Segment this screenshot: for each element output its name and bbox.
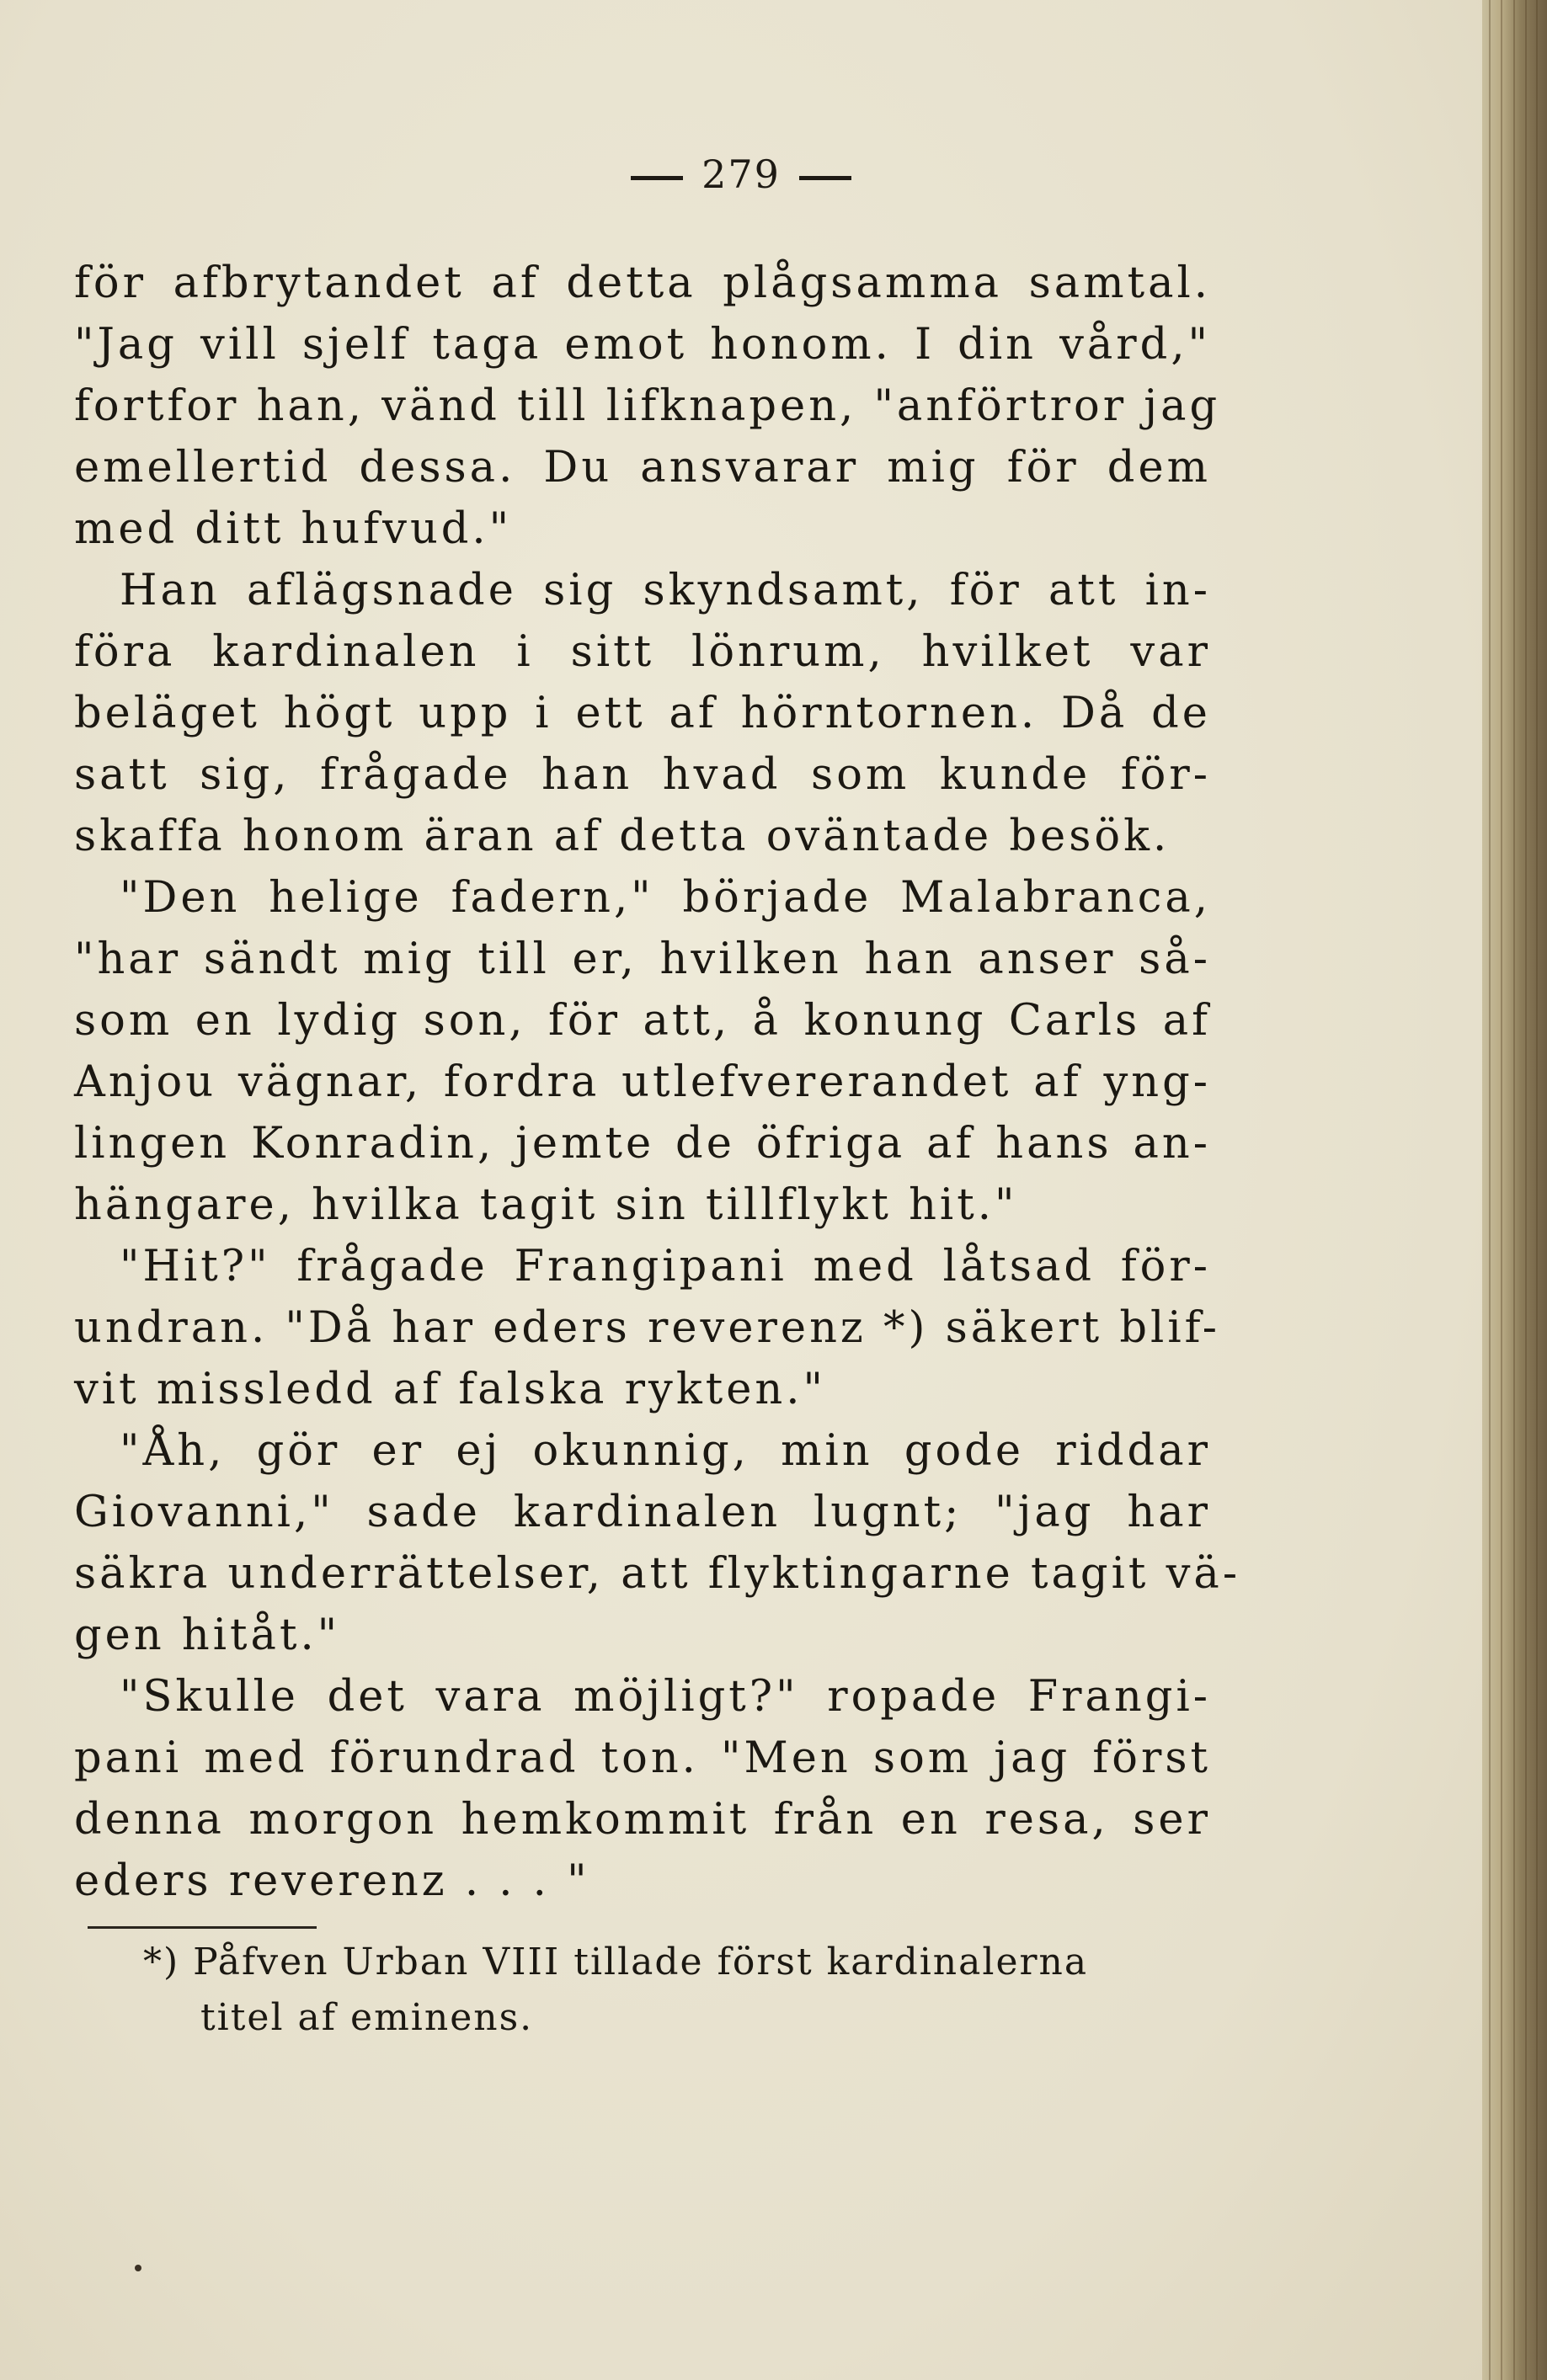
page-edge-line xyxy=(1489,0,1491,2380)
page-edge-line xyxy=(1525,0,1527,2380)
page-edge-line xyxy=(1536,0,1538,2380)
text-line: "Den helige fadern," började Malabranca, xyxy=(120,873,1211,923)
text-line: som en lydig son, för att, å konung Carls af xyxy=(74,996,1211,1046)
text-line: för afbrytandet af detta plågsamma samtal. xyxy=(74,258,1211,308)
text-line: vit missledd af falska rykten." xyxy=(74,1365,826,1414)
text-line: Giovanni," sade kardinalen lugnt; "jag har xyxy=(74,1488,1211,1537)
text-line: gen hitåt." xyxy=(74,1611,341,1660)
text-line: föra kardinalen i sitt lönrum, hvilket var xyxy=(74,627,1211,677)
text-line: beläget högt upp i ett af hörntornen. Då de xyxy=(74,689,1211,738)
text-line: denna morgon hemkommit från en resa, ser xyxy=(74,1795,1211,1845)
footnote xyxy=(143,1935,1204,2046)
page-number: 279 xyxy=(701,152,781,197)
text-line: fortfor han, vänd till lifknapen, "anförtror jag xyxy=(74,381,1221,431)
footnote-line: titel af eminens. xyxy=(200,1996,534,2039)
text-line: "Skulle det vara möjligt?" ropade Frangi- xyxy=(120,1672,1211,1722)
text-line: hängare, hvilka tagit sin tillflykt hit." xyxy=(74,1180,1018,1230)
text-line: eders reverenz . . . " xyxy=(74,1856,590,1906)
footnote-rule xyxy=(88,1926,317,1929)
page-edge-line xyxy=(1501,0,1502,2380)
text-line: Anjou vägnar, fordra utlefvererandet af yng- xyxy=(74,1057,1211,1107)
text-line: "har sändt mig till er, hvilken han anser så- xyxy=(74,934,1211,984)
text-line: "Åh, gör er ej okunnig, min gode riddar xyxy=(120,1426,1211,1476)
page-header xyxy=(0,152,1482,197)
text-line: skaffa honom äran af detta oväntade besök. xyxy=(74,812,1171,861)
text-line: lingen Konradin, jemte de öfriga af hans an- xyxy=(74,1119,1211,1169)
text-line: undran. "Då har eders reverenz *) säkert blif- xyxy=(74,1303,1220,1353)
body-text xyxy=(74,253,1241,1912)
text-line: med ditt hufvud." xyxy=(74,504,513,554)
text-line: satt sig, frågade han hvad som kunde för- xyxy=(74,750,1211,800)
paper-speck xyxy=(135,2265,141,2271)
footnote-line: *) Påfven Urban VIII tillade först kardinalerna xyxy=(143,1941,1089,1983)
page-edge-line xyxy=(1513,0,1515,2380)
header-dash-right xyxy=(799,176,851,180)
text-line: Han aflägsnade sig skyndsamt, för att in- xyxy=(120,566,1211,615)
header-dash-left xyxy=(631,176,683,180)
text-line: pani med förundrad ton. "Men som jag först xyxy=(74,1733,1211,1783)
text-line: emellertid dessa. Du ansvarar mig för dem xyxy=(74,443,1211,493)
text-line: säkra underrättelser, att flyktingarne tagit vä- xyxy=(74,1549,1241,1599)
text-line: "Jag vill sjelf taga emot honom. I din vård," xyxy=(74,320,1211,370)
page-edge xyxy=(1482,0,1547,2380)
text-line: "Hit?" frågade Frangipani med låtsad för- xyxy=(120,1242,1211,1291)
